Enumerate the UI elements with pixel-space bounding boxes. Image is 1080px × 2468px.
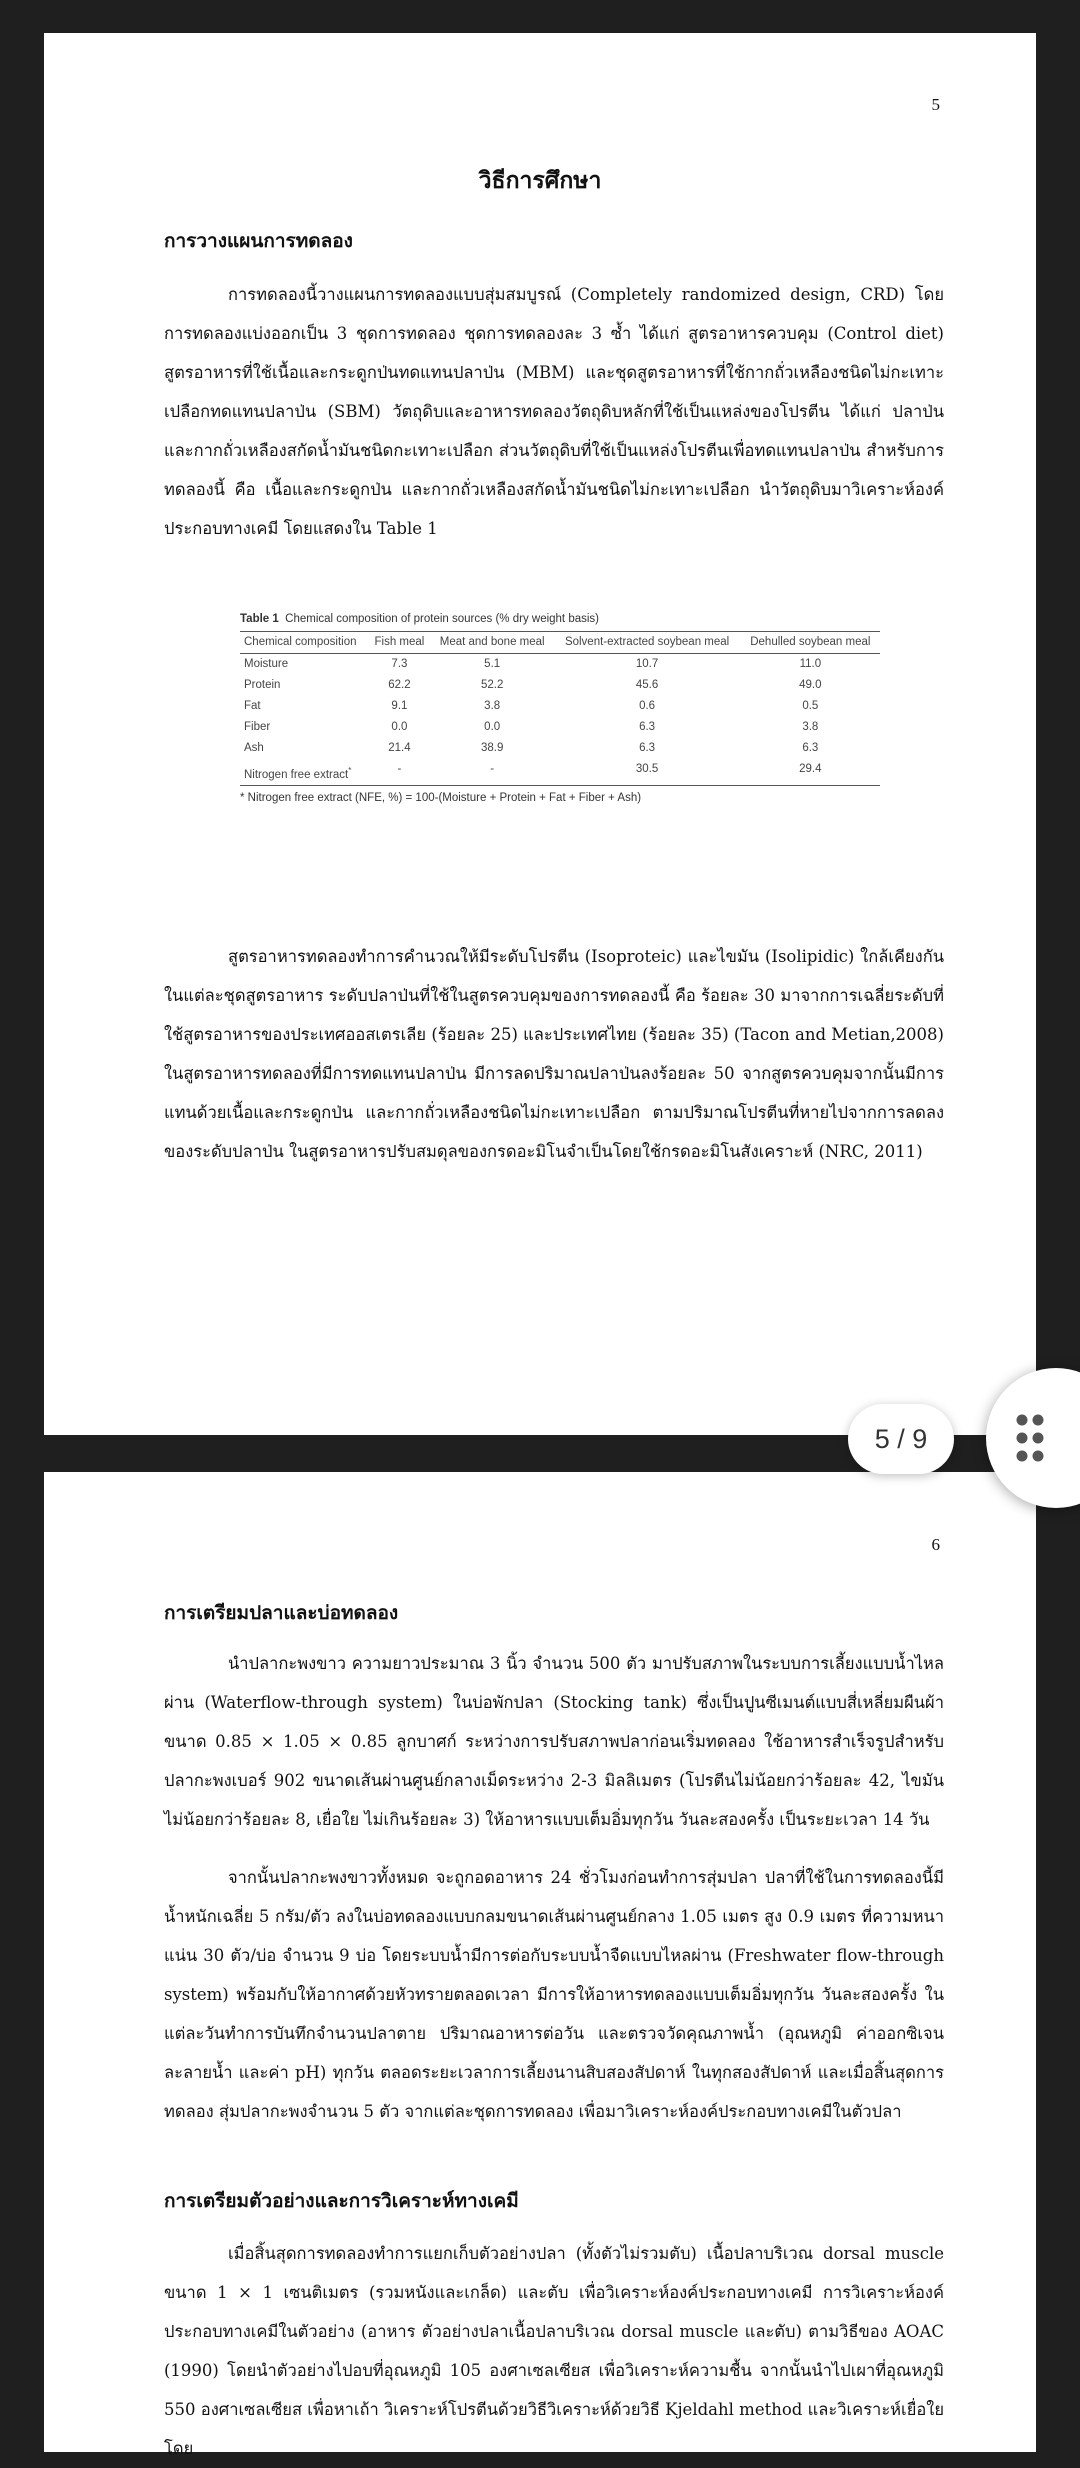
- row-label: Fat: [244, 700, 261, 712]
- table-caption-text: Chemical composition of protein sources (% dry weight basis): [285, 613, 599, 625]
- table-header: Solvent-extracted soybean meal: [553, 632, 740, 654]
- row-label: Ash: [244, 742, 264, 754]
- paragraph-chemical-analysis: เมื่อสิ้นสุดการทดลองทำการแยกเก็บตัวอย่างปลา (ทั้งตัวไม่รวมตับ) เนื้อปลาบริเวณ dorsal muscle ขนาด 1 × 1 เซนติเมตร (รวมหนังและเกล็ด) และตับ เพื่อวิเคราะห์องค์ประกอบทางเคมี การวิเคราะห์องค์ประกอบทางเคมีในตัวอย่าง (อาหาร ตัวอย่างปลาเนื้อปลาบริเวณ dorsal muscle และตับ) ตามวิธีของ AOAC (1990) โดยนำตัวอย่างไปอบที่อุณหภูมิ 105 องศาเซลเซียส เพื่อวิเคราะห์ความชื้น จากนั้นนำไปเผาที่อุณหภูมิ 550 องศาเซลเซียส เพื่อหาเถ้า วิเคราะห์โปรตีนด้วยวิธีวิเคราะห์ด้วยวิธี Kjeldahl method และวิเคราะห์เยื่อใยโดย: [164, 2244, 944, 2458]
- heading-sample-preparation: การเตรียมตัวอย่างและการวิเคราะห์ทางเคมี: [164, 2190, 519, 2212]
- paragraph-feed-formulation: สูตรอาหารทดลองทำการคำนวณให้มีระดับโปรตีน (Isoproteic) และไขมัน (Isolipidic) ใกล้เคียงกันในแต่ละชุดสูตรอาหาร ระดับปลาป่นที่ใช้ในสูตรควบคุมของการทดลองนี้ คือ ร้อยละ 30 มาจากการเฉลี่ยระดับที่ใช้สูตรอาหารของประเทศออสเตรเลีย (ร้อยละ 25) และประเทศไทย (ร้อยละ 35) (Tacon and Metian,2008) ในสูตรอาหารทดลองที่มีการทดแทนปลาป่น มีการลดปริมาณปลาป่นลงร้อยละ 50 จากสูตรควบคุมจากนั้นมีการแทนด้วยเนื้อและกระดูกป่น และกากถั่วเหลืองชนิดไม่กะเทาะเปลือก ตามปริมาณโปรตีนที่หายไปจากการลดลงของระดับปลาป่น ในสูตรอาหารปรับสมดุลของกรดอะมิโนจำเป็นโดยใช้กรดอะมิโนสังเคราะห์ (NRC, 2011): [164, 947, 944, 1161]
- table-row: [240, 675, 880, 696]
- document-page-6: [44, 1472, 1036, 2458]
- footnote-mark: *: [348, 766, 352, 775]
- table-cell: 29.4: [741, 759, 880, 785]
- table-cell: 52.2: [480, 679, 504, 691]
- table-cell: 38.9: [480, 742, 504, 754]
- table-cell: -: [431, 759, 554, 785]
- page-number: 5: [931, 95, 940, 114]
- heading-fish-preparation: การเตรียมปลาและบ่อทดลอง: [164, 1602, 399, 1624]
- table-cell: 0.5: [802, 700, 819, 712]
- table-row: [240, 654, 880, 676]
- page-indicator[interactable]: 5 / 9: [848, 1404, 954, 1474]
- table-cell: 0.6: [639, 700, 656, 712]
- table-cell: 11.0: [799, 658, 822, 670]
- row-label: Protein: [244, 679, 281, 691]
- table-cell: 5.1: [484, 658, 501, 670]
- table-cell: 3.8: [802, 721, 819, 733]
- paragraph-experimental-design: การทดลองนี้วางแผนการทดลองแบบสุ่มสมบูรณ์ (Completely randomized design, CRD) โดยการทดลองแบ่งออกเป็น 3 ชุดการทดลอง ชุดการทดลองละ 3 ซ้ำ ได้แก่ สูตรอาหารควบคุม (Control diet) สูตรอาหารที่ใช้เนื้อและกระดูกป่นทดแทนปลาป่น (MBM) และชุดสูตรอาหารที่ใช้กากถั่วเหลืองชนิดไม่กะเทาะเปลือกทดแทนปลาป่น (SBM) วัตถุดิบและอาหารทดลองวัตถุดิบหลักที่ใช้เป็นแหล่งของโปรตีน ได้แก่ ปลาป่น และกากถั่วเหลืองสกัดน้ำมันชนิดกะเทาะเปลือก ส่วนวัตถุดิบที่ใช้เป็นแหล่งโปรตีนเพื่อทดแทนปลาป่น สำหรับการทดลองนี้ คือ เนื้อและกระดูกป่น และกากถั่วเหลืองสกัดน้ำมันชนิดไม่กะเทาะเปลือก นำวัตถุดิบมาวิเคราะห์องค์ประกอบทางเคมี โดยแสดงใน Table 1: [164, 285, 944, 538]
- page-number: 6: [931, 1535, 940, 1554]
- table-cell: 3.8: [484, 700, 501, 712]
- table-footnote: * Nitrogen free extract (NFE, %) = 100-(Moisture + Protein + Fat + Fiber + Ash): [240, 791, 642, 804]
- grid-dots-icon: [1016, 1414, 1050, 1462]
- table-cell: 62.2: [388, 679, 411, 691]
- table-cell: 0.0: [484, 721, 501, 733]
- table-cell: 10.7: [635, 658, 659, 670]
- section-title: วิธีการศึกษา: [478, 167, 602, 194]
- paragraph-fish-preparation: นำปลากะพงขาว ความยาวประมาณ 3 นิ้ว จำนวน 500 ตัว มาปรับสภาพในระบบการเลี้ยงแบบน้ำไหลผ่าน (Waterflow-through system) ในบ่อพักปลา (Stocking tank) ซึ่งเป็นปูนซีเมนต์แบบสี่เหลี่ยมผืนผ้า ขนาด 0.85 × 1.05 × 0.85 ลูกบาศก์ ระหว่างการปรับสภาพปลาก่อนเริ่มทดลอง ใช้อาหารสำเร็จรูปสำหรับปลากะพงเบอร์ 902 ขนาดเส้นผ่านศูนย์กลางเม็ดระหว่าง 2-3 มิลลิเมตร (โปรตีนไม่น้อยกว่าร้อยละ 42, ไขมันไม่น้อยกว่าร้อยละ 8, เยื่อใย ไม่เกินร้อยละ 3) ให้อาหารแบบเต็มอิ่มทุกวัน วันละสองครั้ง เป็นระยะเวลา 14 วัน: [164, 1654, 944, 1829]
- row-label: Fiber: [244, 721, 271, 733]
- table-cell: 6.3: [639, 721, 656, 733]
- table-cell: 49.0: [799, 679, 822, 691]
- table-cell: 21.4: [388, 742, 411, 754]
- document-page-5: [44, 33, 1036, 1435]
- table-caption: [240, 613, 880, 625]
- table-header: Chemical composition: [240, 632, 368, 654]
- table-cell: 0.0: [391, 721, 408, 733]
- table-header: Dehulled soybean meal: [741, 632, 880, 654]
- table-cell: 45.6: [635, 679, 659, 691]
- row-label: Moisture: [244, 658, 289, 670]
- table-cell: 6.3: [802, 742, 819, 754]
- table-row: [240, 696, 880, 717]
- row-label: [240, 759, 368, 785]
- table-caption-label: Table 1: [240, 613, 279, 625]
- table-cell: 9.1: [391, 700, 408, 712]
- table-chemical-composition: [240, 613, 880, 804]
- table-header: Fish meal: [368, 632, 431, 654]
- heading-experimental-design: การวางแผนการทดลอง: [164, 230, 353, 252]
- table-cell: 6.3: [639, 742, 656, 754]
- table-cell: -: [368, 759, 431, 785]
- row-label-text: Nitrogen free extract: [244, 768, 349, 781]
- table-row: [240, 738, 880, 759]
- table-row: [240, 717, 880, 738]
- table-row: [240, 759, 880, 785]
- table-cell: 7.3: [391, 658, 408, 670]
- table-cell: 30.5: [553, 759, 740, 785]
- table-header: Meat and bone meal: [431, 632, 554, 654]
- paragraph-fish-stocking: จากนั้นปลากะพงขาวทั้งหมด จะถูกอดอาหาร 24 ชั่วโมงก่อนทำการสุ่มปลา ปลาที่ใช้ในการทดลองนี้มีน้ำหนักเฉลี่ย 5 กรัม/ตัว ลงในบ่อทดลองแบบกลมขนาดเส้นผ่านศูนย์กลาง 1.05 เมตร สูง 0.9 เมตร ที่ความหนาแน่น 30 ตัว/บ่อ จำนวน 9 บ่อ โดยระบบน้ำมีการต่อกับระบบน้ำจืดแบบไหลผ่าน (Freshwater flow-through system) พร้อมกับให้อากาศด้วยหัวทรายตลอดเวลา มีการให้อาหารทดลองแบบเต็มอิ่มทุกวัน วันละสองครั้ง ในแต่ละวันทำการบันทึกจำนวนปลาตาย ปริมาณอาหารต่อวัน และตรวจวัดคุณภาพน้ำ (อุณหภูมิ ค่าออกซิเจนละลายน้ำ และค่า pH) ทุกวัน ตลอดระยะเวลาการเลี้ยงนานสิบสองสัปดาห์ ในทุกสองสัปดาห์ และเมื่อสิ้นสุดการทดลอง สุ่มปลากะพงจำนวน 5 ตัว จากแต่ละชุดการทดลอง เพื่อมาวิเคราะห์องค์ประกอบทางเคมีในตัวปลา: [164, 1868, 944, 2121]
